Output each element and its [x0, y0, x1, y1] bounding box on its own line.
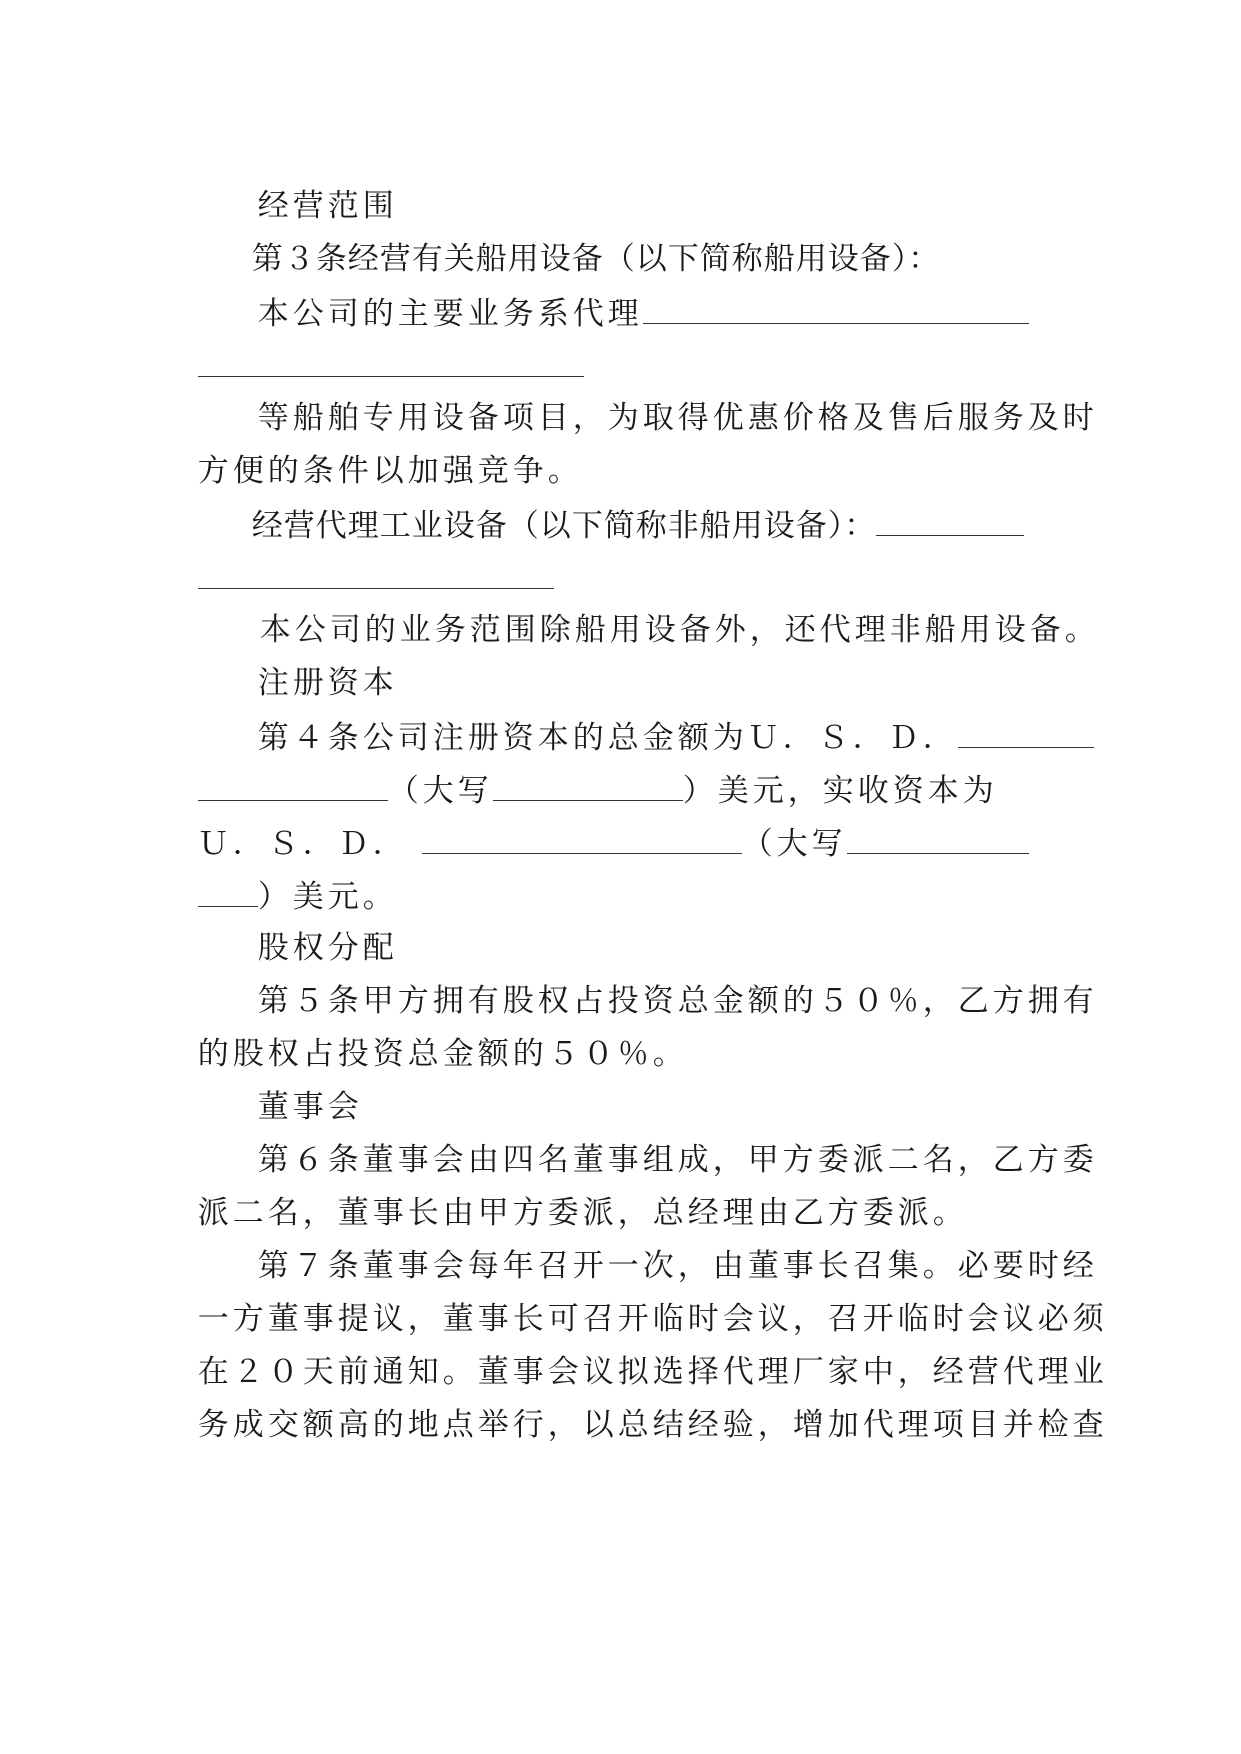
fill-blank	[876, 504, 1024, 536]
article-4-line-3: Ｕ．Ｓ．Ｄ． （大写	[170, 782, 1029, 822]
article-4-line-4: ）美元。	[170, 835, 398, 875]
fill-blank	[847, 822, 1029, 854]
article-5-line-2: 的股权占投资总金额的５０％。	[197, 1036, 688, 1072]
article-3-title: 第３条经营有关船用设备（以下简称船用设备）：	[251, 241, 941, 277]
article-7-line-4: 务成交额高的地点举行，以总结经验，增加代理项目并检查	[197, 1407, 1108, 1443]
article-3-blank-line-2	[170, 517, 554, 557]
article-6-line-1: 第６条董事会由四名董事组成，甲方委派二名，乙方委	[257, 1142, 1098, 1178]
article-6-line-2: 派二名，董事长由甲方委派，总经理由乙方委派。	[197, 1195, 968, 1231]
fill-blank	[422, 822, 742, 854]
section-heading-business-scope: 经营范围	[257, 188, 398, 224]
section-heading-registered-capital: 注册资本	[257, 665, 398, 701]
section-heading-equity-distribution: 股权分配	[257, 930, 398, 966]
article-7-line-2: 一方董事提议，董事长可召开临时会议，召开临时会议必须	[197, 1301, 1108, 1337]
article-3-paragraph-line-2: 方便的条件以加强竞争。	[197, 453, 583, 489]
article-7-line-3: 在２０天前通知。董事会议拟选择代理厂家中，经营代理业	[197, 1354, 1108, 1390]
article-7-line-1: 第７条董事会每年召开一次，由董事长召集。必要时经	[257, 1248, 1098, 1284]
article-3-paragraph-line-1: 等船舶专用设备项目，为取得优惠价格及售后服务及时	[257, 400, 1098, 436]
section-heading-board: 董事会	[257, 1089, 363, 1125]
article-3-blank-line	[170, 305, 584, 345]
article-4-line-1: 第４条公司注册资本的总金额为Ｕ．Ｓ．Ｄ．	[230, 676, 1094, 716]
fill-blank	[643, 292, 1029, 324]
article-4-line-2: （大写 ）美元，实收资本为	[170, 729, 998, 769]
article-5-line-1: 第５条甲方拥有股权占投资总金额的５０％，乙方拥有	[257, 983, 1098, 1019]
article-3-business-scope: 本公司的业务范围除船用设备外，还代理非船用设备。	[259, 612, 1100, 648]
article-3-non-ship-equipment: 经营代理工业设备（以下简称非船用设备）：	[230, 464, 1024, 504]
article-3-main-business: 本公司的主要业务系代理	[230, 252, 1029, 292]
